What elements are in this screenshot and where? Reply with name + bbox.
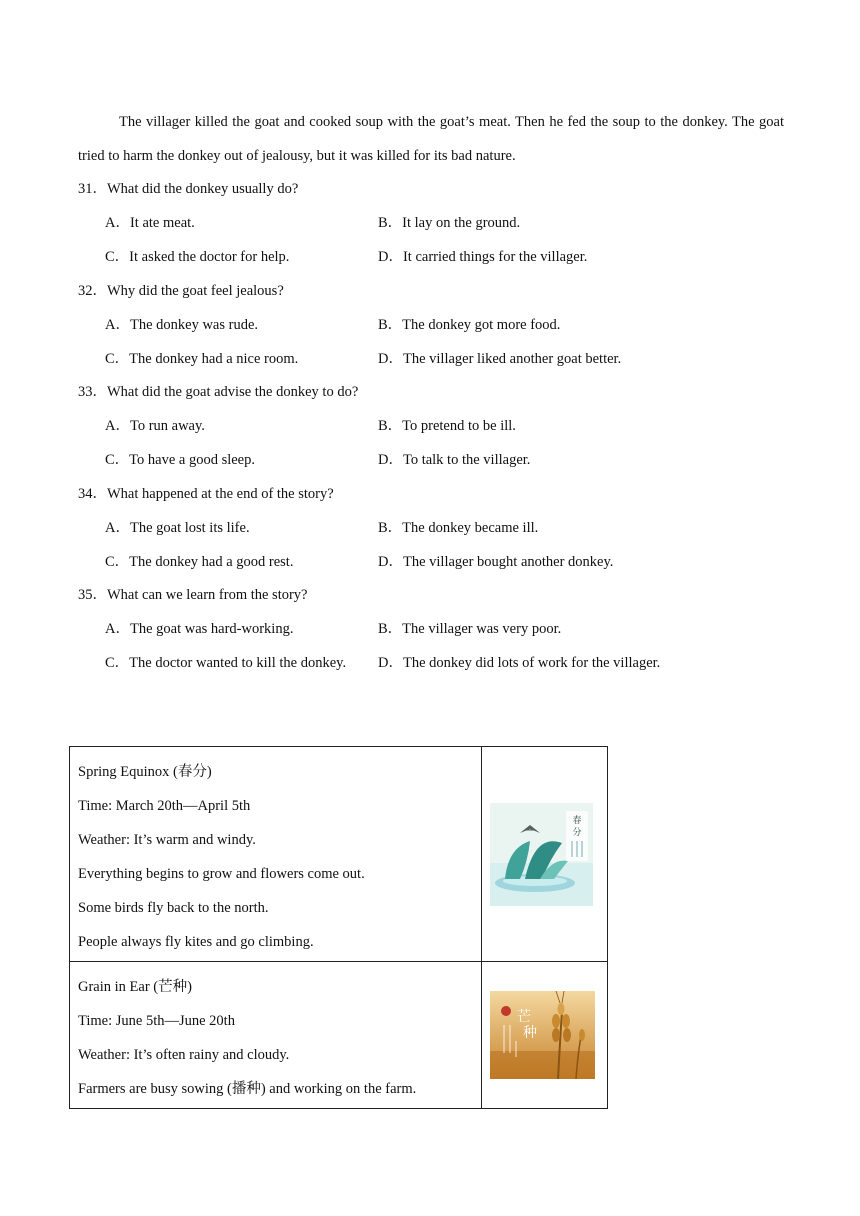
grain-in-ear-image-cell	[482, 962, 608, 1109]
term-detail: Farmers are busy sowing (播种) and working on the farm.	[78, 1081, 417, 1097]
option-31-b: B．It lay on the ground.	[378, 215, 521, 231]
term-title: Spring Equinox (春分)	[78, 764, 212, 780]
svg-text:春: 春	[572, 816, 582, 826]
term-weather: Weather: It’s often rainy and cloudy.	[78, 1047, 290, 1063]
grain-in-ear-illustration	[490, 991, 595, 1079]
passage-paragraph: The villager killed the goat and cooked soup with the goat’s meat. Then he fed the soup to the donkey. The goat tried to harm the donkey out of jealousy, but it was killed for its bad nature.	[78, 114, 784, 164]
term-time: Time: March 20th—April 5th	[78, 798, 251, 814]
table-row	[70, 747, 608, 962]
question-31	[78, 179, 298, 199]
option-35-c: C．The doctor wanted to kill the donkey.	[105, 655, 347, 671]
option-34-d: D．The villager bought another donkey.	[378, 554, 614, 570]
table-row	[70, 962, 608, 1109]
option-34-b: B．The donkey became ill.	[378, 520, 539, 536]
term-weather: Weather: It’s warm and windy.	[78, 832, 256, 848]
option-33-c: C．To have a good sleep.	[105, 452, 255, 468]
term-title: Grain in Ear (芒种)	[78, 979, 192, 995]
option-35-d: D．The donkey did lots of work for the villager.	[378, 655, 661, 671]
option-32-d: D．The villager liked another goat better.	[378, 351, 622, 367]
term-detail: Everything begins to grow and flowers come out.	[78, 866, 365, 882]
term-detail: People always fly kites and go climbing.	[78, 934, 314, 950]
question-number: 31．	[78, 181, 107, 197]
question-number: 34．	[78, 486, 107, 502]
option-33-d: D．To talk to the villager.	[378, 452, 531, 468]
question-34	[78, 484, 334, 504]
option-33-b: B．To pretend to be ill.	[378, 418, 516, 434]
spring-equinox-image-cell	[482, 747, 608, 962]
spring-equinox-text-cell	[70, 747, 482, 962]
grain-in-ear-image	[490, 991, 595, 1079]
option-31-a: A．It ate meat.	[105, 215, 195, 231]
spring-equinox-image	[490, 803, 593, 906]
question-number: 35．	[78, 587, 107, 603]
option-35-b: B．The villager was very poor.	[378, 621, 562, 637]
option-34-a: A．The goat lost its life.	[105, 520, 250, 536]
svg-text:种: 种	[523, 1025, 537, 1041]
spring-equinox-illustration	[490, 803, 593, 906]
svg-text:芒: 芒	[517, 1009, 531, 1025]
option-31-c: C．It asked the doctor for help.	[105, 249, 290, 265]
option-34-c: C．The donkey had a good rest.	[105, 554, 294, 570]
option-32-a: A．The donkey was rude.	[105, 317, 259, 333]
question-number: 33．	[78, 384, 107, 400]
question-33	[78, 382, 358, 402]
question-stem: What did the donkey usually do?	[107, 181, 299, 197]
question-35	[78, 585, 308, 605]
grain-in-ear-text-cell	[70, 962, 482, 1109]
term-time: Time: June 5th—June 20th	[78, 1013, 235, 1029]
term-detail: Some birds fly back to the north.	[78, 900, 269, 916]
option-33-a: A．To run away.	[105, 418, 205, 434]
question-32	[78, 281, 284, 301]
solar-terms-table	[69, 746, 608, 1109]
question-stem: Why did the goat feel jealous?	[107, 283, 284, 299]
svg-text:分: 分	[572, 828, 582, 838]
option-31-d: D．It carried things for the villager.	[378, 249, 588, 265]
option-35-a: A．The goat was hard-working.	[105, 621, 294, 637]
option-32-b: B．The donkey got more food.	[378, 317, 561, 333]
question-stem: What can we learn from the story?	[107, 587, 308, 603]
question-stem: What did the goat advise the donkey to do?	[107, 384, 359, 400]
option-32-c: C．The donkey had a nice room.	[105, 351, 299, 367]
question-number: 32．	[78, 283, 107, 299]
question-stem: What happened at the end of the story?	[107, 486, 334, 502]
